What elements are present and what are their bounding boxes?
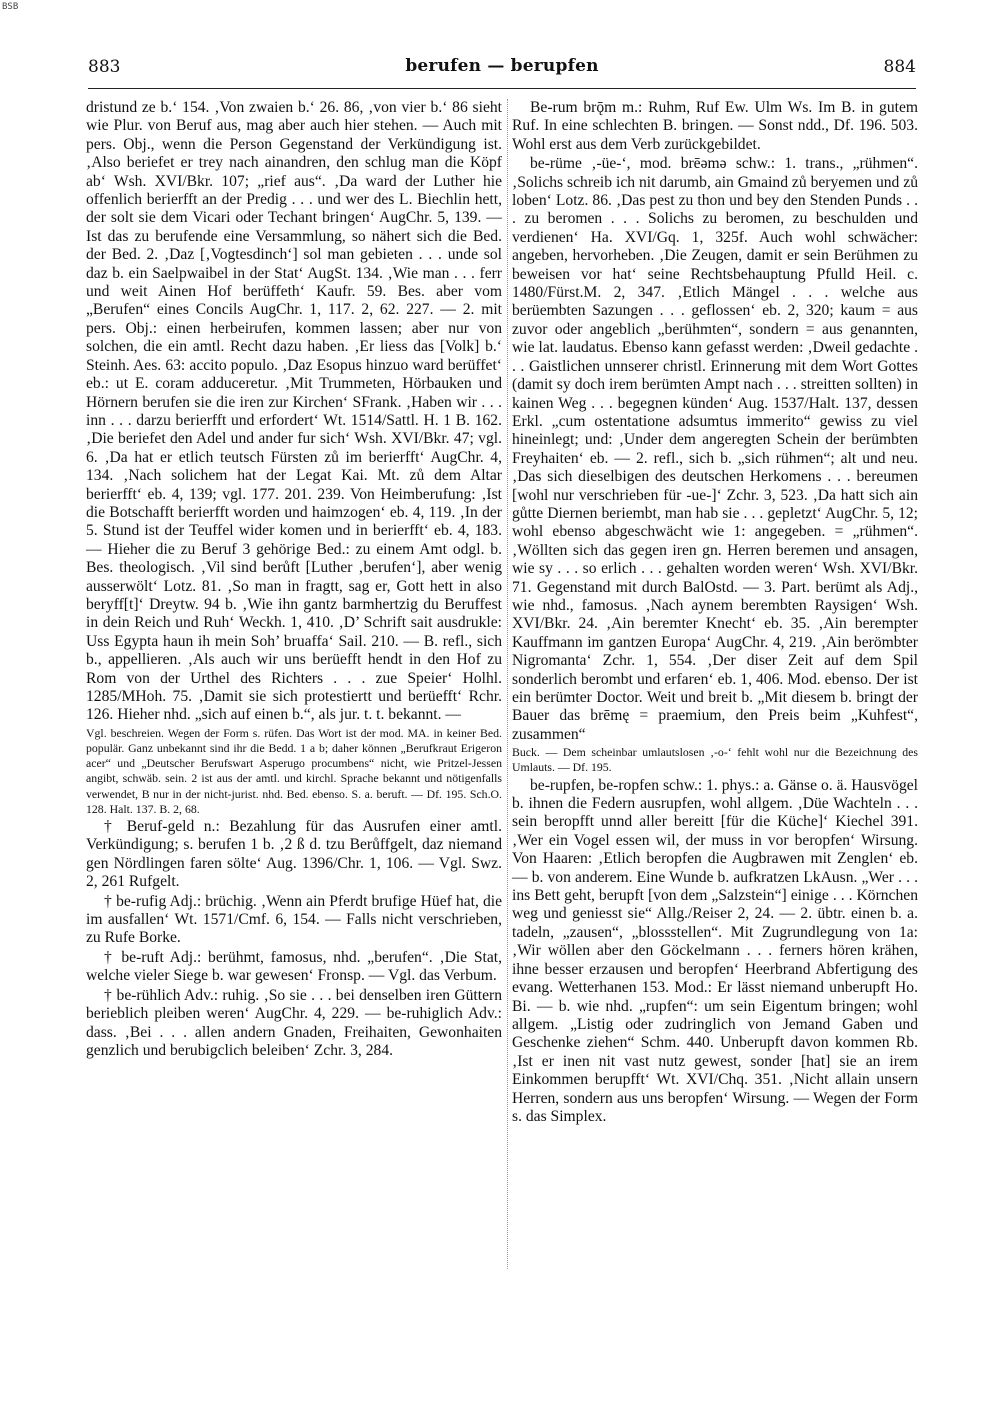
page-header (88, 50, 916, 86)
right-note: Buck. — Dem scheinbar umlautslosen ‚-o-‘ fehlt wohl nur die Bezeichnung des Umlauts. — Df. 195. (512, 745, 918, 775)
entry-be-rum: Be-rum brǭm m.: Ruhm, Ruf Ew. Ulm Ws. Im B. in gutem Ruf. In eine schlechten B. bringen. — Sonst ndd., Df. 196. 503. Wohl erst aus dem Verb zurückgebildet. (512, 99, 918, 153)
page-number-left: 883 (88, 57, 121, 77)
running-title: berufen — berupfen (405, 56, 599, 76)
entry-be-ruemen: be-rüme ‚-üe-‘, mod. brēəmə schw.: 1. trans., „rühmen“. ‚Solichs schreib ich nit darumb, ain Gmaind zů beryemen und zů loben‘ Lotz. 86. ‚Das pest zu thon und bey den Stenden Punds . . . zu beromen . . . Solichs zu beromen, zu beschulden und verdienen‘ Ha. XVI/Gq. 1, 325f. Auch wohl schwächer: angeben, hervorheben. ‚Die Zeugen, damit er sein Berühmen zu beweisen vor hat‘ seine Rechtsbehauptung Pfulld Heil. c. 1480/Fürst.M. 2, 347. ‚Etlich Mängel . . . welche aus berüembten Sazungen . . . geflossen‘ eb. 2, 320; kaum = aus zuvor oder angeblich „berühmten“, sondern = aus genannten, wie lat. laudatus. Ebenso kann gefasst werden: ‚Dweil gedachte . . . Gaistlichen unnserer christl. Erinnerung mit dem Wort Gottes (damit sy doch irem berümten Ampt nach . . . streitten sollten) in kainen Weg . . . begegnen künden‘ Aug. 1537/Halt. 137, dessen Erkl. „cum ostentatione adsumtus immerito“ gewiss zu viel hineinlegt; und: ‚Under dem angeregten Schein der berümbten Freyhaiten‘ eb. — 2. refl., sich b. „sich rühmen“; alt und neu. ‚Das sich dieselbigen des deutschen Herkomens . . . bereumen [wohl nur verschrieben für -ue-]‘ Zchr. 3, 523. ‚Da hatt sich ain gůtte Diernen beriembt, man hab sie . . . gepletzt‘ AugChr. 5, 12; wohl ebenso abgeschwächt wie 1: angegeben. = „rühmen“. ‚Wöllten sich das gegen iren gn. Herren beremen und ansagen, wie sy . . . so erlich . . . gehalten worden weren‘ Wsh. XVI/Bkr. 71. Gegenstand mit durch BalOstd. — 3. Part. berümt als Adj., wie nhd., famosus. ‚Nach aynem berembten Raysigen‘ Wsh. XVI/Bkr. 24. ‚Ain beremter Knecht‘ eb. 35. ‚Ain berempter Kauffmann im gantzen Europa‘ AugChr. 4, 219. ‚Ain berömbter Nigromanta‘ Zchr. 1, 554. ‚Der diser Zeit auf dem Spil sonderlich berombt und erfaren‘ eb. 1, 406. Mod. ebenso. Der ist ein berümter Doctor. Weit und breit b. „Mit diesem b. bringt der Bauer das brēmę = praemium, den Preis beim „Kuhfest“, zusammen“ (512, 155, 918, 743)
left-paragraph: dristund ze b.‘ 154. ‚Von zwaien b.‘ 26. 86, ‚von vier b.‘ 86 sieht wie Plur. von Beruf aus, mag aber auch hier stehen. — Auch mit pers. Obj., wenn die Person Gegenstand der Verkündigung ist. ‚Also beriefet er trey nach ainandren, den schlug man die Köpf ab‘ Wsh. XVI/Bkr. 107; „rief aus“. ‚Da ward der Luther hie offenlich berierfft an der Predig . . . und wer des L. Biechlin hett, der solt sie dem Vicari oder Techant bringen‘ AugChr. 5, 139. — Ist das zu berufende eine Versammlung, so nähert sich die Bed. der Bed. 2. ‚Daz [‚Vogtesdinch‘] sol man gebieten . . . unde sol daz b. ein Saelpwaibel in der Stat‘ AugSt. 134. ‚Wie man . . . ferr und weit Ainen Hof berüffeth‘ Kaufr. 59. Bes. aber vom „Berufen“ eines Concils AugChr. 1, 117. 2, 62. 227. — 2. mit pers. Obj.: einen herbeirufen, kommen lassen; aber nur von solchen, die ein amtl. Recht dazu haben. ‚Er liess das [Volk] b.‘ Steinh. Aes. 63: accito populo. ‚Daz Esopus hinzuo ward berüffet‘ eb.: ut E. coram adduceretur. ‚Mit Trummeten, Hörbauken und Hörnern berufen sie die iren zur Kirchen‘ SFrank. ‚Haben wir . . . inn . . . darzu berierfft und erfordert‘ Wt. 1514/Sattl. H. 1 B. 162. ‚Die beriefet den Adel und ander fur sich‘ Wsh. XVI/Bkr. 47; vgl. 6. ‚Da hat er etlich teutsch Fürsten zů im berierfft‘ AugChr. 4, 134. ‚Nach solichem hat der Legat Kai. Mt. zů dem Altar berierfft‘ eb. 4, 139; vgl. 177. 201. 239. Von Heimberufung: ‚Ist die Botschafft berierfft worden und haimzogen‘ eb. 4, 119. ‚In der 5. Stund ist der Teuffel wider komen und in berierfft‘ eb. 4, 183. — Hieher die zu Beruf 3 gehörige Bed.: zu einem Amt odgl. b. Bes. theologisch. ‚Vil sind berůft [Luther ‚berufen‘], aber wenig ausserwölt‘ Lotz. 81. ‚So man in fragtt, sag er, Gott hett in also beryff[t]‘ Dreytw. 94 b. ‚Wie ihn gantz barmhertzig du Beruffest in dein Reich und Ruh‘ Weckh. 1, 410. ‚D’ Schrift sait ausdrukle: Uss Egypta haun ih mein Soh’ bruaffa‘ Sail. 210. — B. refl., sich b., appellieren. ‚Als auch wir uns berüefft hendt in den Hof zu Rom von der Urthel des Richters . . . zue Speier‘ Holhl. 1285/MHoh. 75. ‚Damit sie sich protestiertt und berüefft‘ Rchr. 126. Hieher nhd. „sich auf einen b.“, als jur. t. t. bekannt. — (86, 99, 502, 724)
entry-be-ruft: † be-ruft Adj.: berühmt, famosus, nhd. „berufen“. ‚Die Stat, welche vieler Siege b. war gewesen‘ Fronsp. — Vgl. das Verbum. (86, 948, 502, 985)
header-rule (88, 88, 916, 89)
library-stamp: BSB (2, 2, 19, 12)
left-column (86, 99, 502, 1061)
entry-be-rupfen: be-rupfen, be-ropfen schw.: 1. phys.: a. Gänse o. ä. Hausvögel b. ihnen die Federn ausrupfen, wohl allgem. ‚Düe Wachteln . . . sein beropfft unnd aller bereitt [für die Küche]‘ Kiechel 391. ‚Wer ein Vogel essen wil, der muss in vor beropfen‘ Wirsung. Von Haaren: ‚Etlich beropfen die Augbrawen mit Zenglen‘ eb. — b. von anderem. Eine Wunde b. aufkratzen LkAusn. „Wer . . . ins Bett geht, berupft [von dem „Salzstein“] einige . . . Körnchen weg und geniesst sie“ Allg./Reiser 2, 24. — 2. übtr. einen b. a. tadeln, „zausen“, „blossstellen“. Mit Zugrundlegung von 1a: ‚Wir wöllen aber den Göckelmann . . . ferners hören krähen, ihne besser erzausen und beropfen‘ Heerbrand Abfertigung des evang. Wetterhanen 153. Mod.: Er lässt niemand unberupft Ho. Bi. — b. wie nhd. „rupfen“: um sein Eigentum bringen; wohl allgem. „Listig oder zudringlich von Jemand Gaben und Geschenke ziehen“ Schm. 440. Unberupft davon kommen Rb. ‚Ist er inen nit vast nutz gewest, sonder [hat] sie an irem Einkommen berupfft‘ Wt. XVI/Chq. 351. ‚Nicht allain unsern Herren, sondern aus uns beropfen‘ Wirsung. — Wegen der Form s. das Simplex. (512, 776, 918, 1125)
entry-beruf-geld: † Beruf-geld n.: Bezahlung für das Ausrufen einer amtl. Verkündigung; s. berufen 1 b. ‚2 ß d. tzu Berůffgelt, daz niemand gen Nördlingen faren sölte‘ Aug. 1396/Chr. 1, 106. — Vgl. Swz. 2, 261 Rufgelt. (86, 818, 502, 891)
right-column (512, 99, 918, 1127)
entry-be-rufig: † be-rufig Adj.: brüchig. ‚Wenn ain Pferdt brufige Hüef hat, die im ausfallen‘ Wt. 1571/Cmf. 6, 154. — Falls nicht verschrieben, zu Rufe Borke. (86, 892, 502, 947)
page-number-right: 884 (883, 57, 916, 77)
left-note: Vgl. beschreien. Wegen der Form s. rüfen. Das Wort ist der mod. MA. in keiner Bed. populär. Ganz unbekannt sind ihr die Bedd. 1 a b; daher können „Berufkraut Erigeron acer“ und „Deutscher Berufswart Asperugo procumbens“ nicht, wie Pritzel-Jessen angibt, schwäb. sein. 2 ist aus der amtl. und kirchl. Sprache bekannt und nötigenfalls verwendet, B nur in der nicht-jurist. nhd. Bed. ebenso. S. a. beruft. — Df. 195. Sch.O. 128. Halt. 137. B. 2, 68. (86, 725, 502, 816)
entry-be-ruehlich: † be-rühlich Adv.: ruhig. ‚So sie . . . bei denselben iren Güttern berieblich pleiben weren‘ AugChr. 4, 229. — be-ruhiglich Adv.: dass. ‚Bei . . . allen andern Gnaden, Freihaiten, Gewonhaiten genzlich und berubigclich beleiben‘ Zchr. 3, 284. (86, 986, 502, 1059)
column-divider (507, 99, 508, 1269)
